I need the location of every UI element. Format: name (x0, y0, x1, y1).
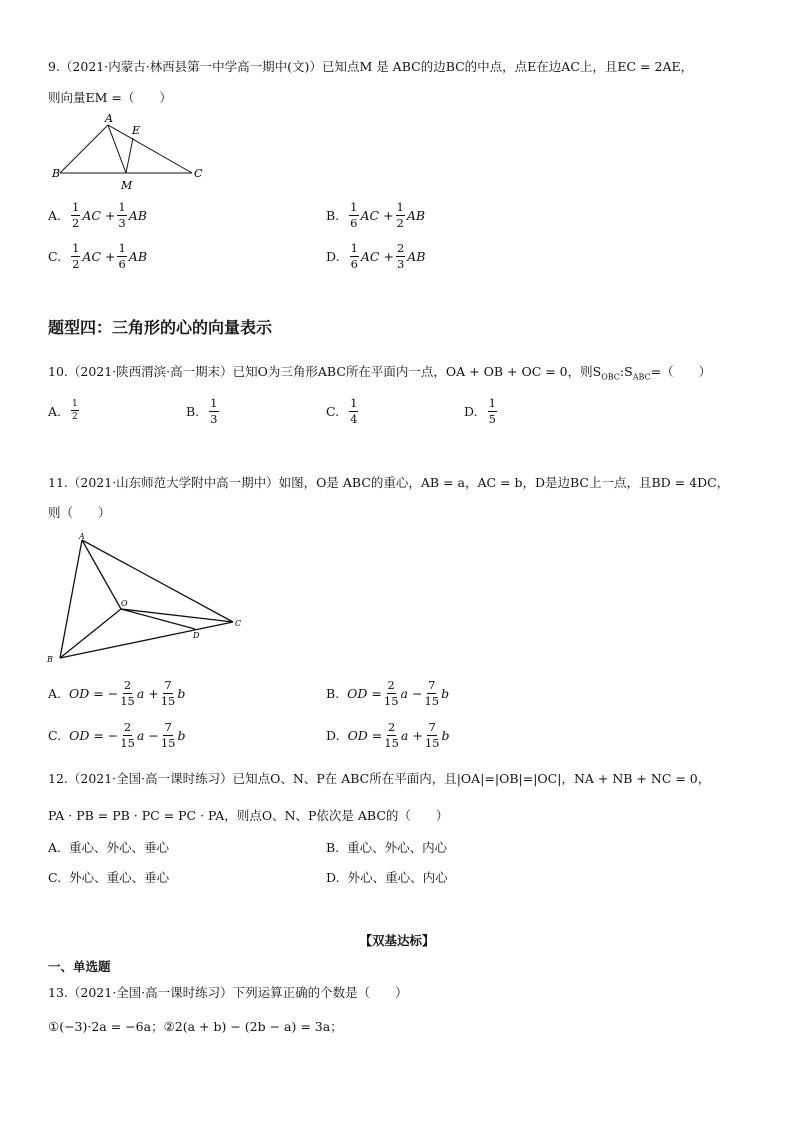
q9-segment-am (108, 125, 126, 173)
fraction: $\frac{7}{15}$ (424, 720, 440, 750)
q10-option-a[interactable] (48, 400, 81, 422)
option-term: OD = (347, 686, 382, 701)
fraction: $\frac{1}{5}$ (488, 396, 496, 426)
option-term: OD = − (69, 728, 119, 743)
q11-option-b[interactable] (326, 680, 449, 707)
q11-option-d[interactable] (326, 722, 449, 749)
option-letter: B. (326, 686, 340, 701)
fraction: $\frac{1}{4}$ (350, 396, 358, 426)
option-term: a + (136, 686, 159, 701)
option-letter: A. (48, 839, 62, 855)
q11-segment-oc (121, 609, 233, 622)
q12-stem-line2: PA · PB = PB · PC = PC · PA，则点O、N、P依次是 ABC的（ ） (48, 808, 449, 823)
q12-option-c[interactable] (48, 868, 169, 886)
q9-option-a[interactable] (48, 202, 147, 229)
q10-subscript-obc: OBC (601, 372, 620, 382)
fraction: $\frac{1}{6}$ (350, 200, 358, 230)
option-letter: B. (326, 208, 340, 223)
option-text: 重心、外心、垂心 (69, 840, 170, 855)
q10-stem (48, 362, 711, 382)
fraction: $\frac{2}{15}$ (120, 678, 135, 708)
q9-triangle-figure (50, 110, 210, 192)
q10-subscript-abc: ABC (632, 372, 651, 382)
q9-option-b[interactable] (326, 202, 425, 229)
q10-stem-text: 10.（2021·陕西渭滨·高一期末）已知O为三角形ABC所在平面内一点，OA + OB + OC = 0，则S (48, 364, 602, 379)
q10-option-c[interactable] (326, 398, 360, 425)
option-term: OD = (347, 728, 383, 743)
q9-side-ba (60, 125, 108, 173)
option-letter: C. (326, 404, 340, 419)
fraction: $\frac{1}{3}$ (210, 396, 218, 426)
q9-segment-em (126, 138, 133, 173)
option-term: a − (400, 686, 423, 701)
option-term: AC + (82, 249, 116, 264)
option-term: AB (128, 208, 147, 223)
q9-label-a: A (105, 112, 113, 125)
q11-label-a: A (79, 532, 85, 541)
q13-stem-line2: ①(−3)·2a = −6a；②2(a + b) − (2b − a) = 3a； (48, 1019, 343, 1034)
option-letter: B. (326, 839, 340, 855)
option-letter: A. (48, 208, 62, 223)
q9-option-c[interactable] (48, 243, 147, 270)
q11-stem-line1: 11.（2021·山东师范大学附中高一期中）如图，O是 ABC的重心，AB = a，AC = b，D是边BC上一点，且BD = 4DC， (48, 475, 730, 490)
option-letter: D. (464, 404, 478, 419)
option-term: AB (128, 249, 148, 264)
q12-option-a[interactable] (48, 838, 169, 856)
q9-stem-line2: 则向量EM =（ ） (48, 90, 172, 105)
shuangji-heading: 【双基达标】 (359, 933, 435, 948)
fraction: $\frac{2}{15}$ (384, 720, 399, 750)
fraction: $\frac{1}{2}$ (72, 200, 80, 230)
option-term: AC + (360, 208, 394, 223)
part-heading: 一、单选题 (48, 959, 111, 974)
option-letter: D. (326, 249, 340, 264)
q9-label-e: E (132, 124, 141, 137)
option-term: b (177, 686, 186, 701)
option-letter: C. (48, 869, 62, 885)
q9-stem-line1: 9.（2021·内蒙古·林西县第一中学高一期中(文)）已知点M 是 ABC的边BC的中点，点E在边AC上，且EC = 2AE， (48, 59, 694, 74)
q12-option-d[interactable] (326, 868, 448, 886)
option-letter: C. (48, 249, 62, 264)
q11-label-b: B (47, 655, 53, 664)
fraction: $\frac{1}{2}$ (72, 399, 78, 422)
fraction: $\frac{1}{2}$ (72, 241, 80, 271)
fraction: $\frac{1}{2}$ (396, 200, 404, 230)
option-term: AB (406, 208, 426, 223)
q11-segment-bo (60, 609, 121, 658)
q11-label-o: O (121, 599, 128, 608)
q13-stem-line1: 13.（2021·全国·高一课时练习）下列运算正确的个数是（ ） (48, 985, 408, 1000)
option-term: OD = − (69, 686, 119, 701)
option-term: AB (407, 249, 426, 264)
fraction: $\frac{1}{6}$ (350, 241, 358, 271)
q9-label-b: B (52, 167, 61, 180)
q9-option-d[interactable] (326, 243, 425, 270)
option-term: a + (400, 728, 423, 743)
q9-side-ac (108, 125, 192, 173)
q11-side-bc (60, 622, 233, 658)
fraction: $\frac{2}{3}$ (396, 241, 405, 271)
q11-stem-line2: 则（ ） (48, 505, 111, 520)
option-term: a − (136, 728, 159, 743)
q12-stem-line1: 12.（2021·全国·高一课时练习）已知点O、N、P在 ABC所在平面内，且|OA|=|OB|=|OC|，NA + NB + NC = 0， (48, 771, 711, 786)
q11-triangle-figure (45, 530, 250, 665)
q10-option-d[interactable] (464, 398, 499, 425)
option-term: b (177, 728, 186, 743)
q11-option-a[interactable] (48, 680, 185, 707)
q10-stem-tail: =（ ） (650, 364, 712, 379)
fraction: $\frac{7}{15}$ (424, 678, 440, 708)
q11-side-ab (60, 540, 82, 658)
option-text: 外心、重心、内心 (347, 870, 448, 885)
q12-option-b[interactable] (326, 838, 447, 856)
option-letter: A. (48, 686, 62, 701)
q11-label-c: C (235, 619, 242, 628)
section-heading: 题型四：三角形的心的向量表示 (48, 318, 273, 337)
option-letter: D. (326, 869, 340, 885)
option-letter: D. (326, 728, 340, 743)
option-letter: C. (48, 728, 62, 743)
q11-label-d: D (193, 631, 200, 640)
fraction: $\frac{2}{15}$ (383, 678, 399, 708)
q10-colon: :S (619, 364, 633, 379)
option-term: b (441, 728, 450, 743)
option-term: AC + (82, 208, 116, 223)
option-text: 外心、重心、垂心 (69, 870, 170, 885)
fraction: $\frac{7}{15}$ (160, 720, 176, 750)
option-letter: B. (186, 404, 200, 419)
q11-segment-od (121, 609, 195, 629)
option-term: AC + (360, 249, 394, 264)
fraction: $\frac{1}{6}$ (118, 241, 126, 271)
option-letter: A. (48, 403, 62, 419)
option-text: 重心、外心、内心 (347, 840, 448, 855)
fraction: $\frac{7}{15}$ (160, 678, 176, 708)
q9-label-m: M (121, 179, 133, 192)
fraction: $\frac{1}{3}$ (118, 200, 126, 230)
q9-label-c: C (194, 167, 203, 180)
q11-option-c[interactable] (48, 722, 185, 749)
option-term: b (441, 686, 450, 701)
q10-option-b[interactable] (186, 398, 221, 425)
fraction: $\frac{2}{15}$ (120, 720, 135, 750)
